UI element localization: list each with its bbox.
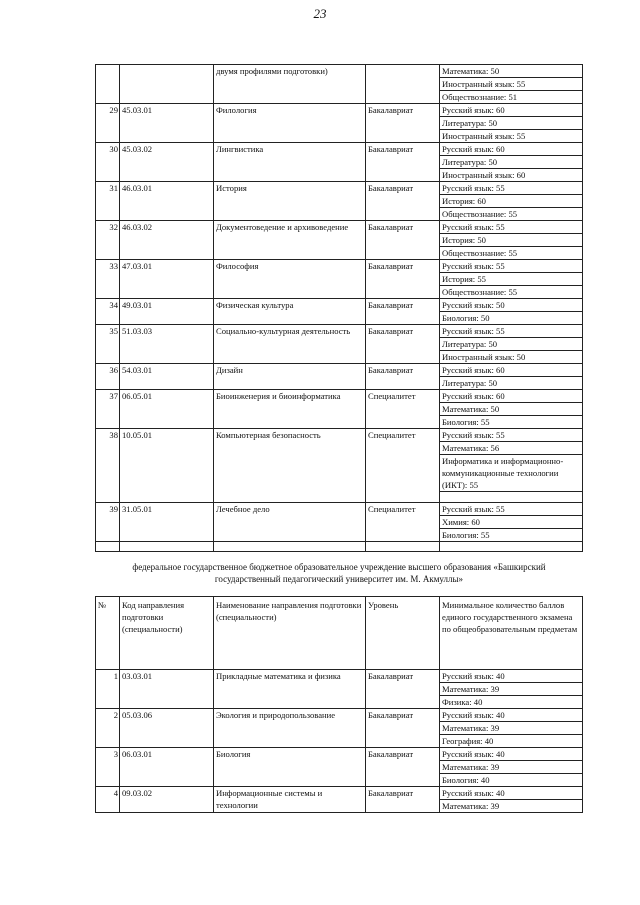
direction-name: Лечебное дело	[214, 503, 366, 542]
education-level: Бакалавриат	[366, 104, 440, 143]
document-sheet	[95, 64, 582, 813]
education-level: Бакалавриат	[366, 748, 440, 787]
table-row	[96, 104, 583, 117]
exam-score: Биология: 55	[440, 529, 583, 542]
row-number: 1	[96, 670, 120, 709]
table-row	[96, 503, 583, 516]
exam-score: История: 50	[440, 234, 583, 247]
exam-score: Русский язык: 60	[440, 364, 583, 377]
direction-code: 46.03.02	[120, 221, 214, 260]
direction-code: 09.03.02	[120, 787, 214, 813]
table-row	[96, 748, 583, 761]
row-number: 30	[96, 143, 120, 182]
organization-section	[96, 552, 583, 597]
direction-code: 10.05.01	[120, 429, 214, 503]
exam-score: Литература: 50	[440, 377, 583, 390]
row-number: 32	[96, 221, 120, 260]
exam-score: Математика: 50	[440, 403, 583, 416]
direction-code: 06.03.01	[120, 748, 214, 787]
table-row	[96, 143, 583, 156]
education-level: Бакалавриат	[366, 221, 440, 260]
table-row	[96, 670, 583, 683]
row-number: 37	[96, 390, 120, 429]
exam-score: Литература: 50	[440, 338, 583, 351]
exam-score: Русский язык: 40	[440, 709, 583, 722]
table-row	[96, 787, 583, 800]
table-row	[96, 709, 583, 722]
direction-name: Компьютерная безопасность	[214, 429, 366, 503]
direction-code: 49.03.01	[120, 299, 214, 325]
exam-score: Математика: 50	[440, 65, 583, 78]
education-level: Бакалавриат	[366, 325, 440, 364]
education-level: Специалитет	[366, 503, 440, 542]
exam-score: Химия: 60	[440, 516, 583, 529]
direction-code: 51.03.03	[120, 325, 214, 364]
table-row	[96, 260, 583, 273]
direction-name: Дизайн	[214, 364, 366, 390]
education-level: Бакалавриат	[366, 787, 440, 813]
direction-name: Социально-культурная деятельность	[214, 325, 366, 364]
exam-score: Обществознание: 51	[440, 91, 583, 104]
exam-score: Русский язык: 60	[440, 104, 583, 117]
exam-score: Иностранный язык: 50	[440, 351, 583, 364]
empty-cell	[440, 492, 583, 503]
direction-name: Документоведение и архивоведение	[214, 221, 366, 260]
exam-score: География: 40	[440, 735, 583, 748]
exam-score: Информатика и информационно-коммуникационные технологии (ИКТ): 55	[440, 455, 583, 492]
direction-name: Лингвистика	[214, 143, 366, 182]
exam-score: Русский язык: 40	[440, 748, 583, 761]
education-level: Бакалавриат	[366, 299, 440, 325]
education-level: Специалитет	[366, 429, 440, 503]
header-code: Код направления подготовки (специальности)	[120, 597, 214, 670]
exam-score: Русский язык: 55	[440, 260, 583, 273]
exam-score: Литература: 50	[440, 156, 583, 169]
row-number: 2	[96, 709, 120, 748]
header-num: №	[96, 597, 120, 670]
exam-score: Русский язык: 55	[440, 182, 583, 195]
exam-score: Обществознание: 55	[440, 247, 583, 260]
direction-code: 45.03.01	[120, 104, 214, 143]
exam-score: Иностранный язык: 60	[440, 169, 583, 182]
exam-score: Физика: 40	[440, 696, 583, 709]
table-row	[96, 299, 583, 312]
direction-name: Философия	[214, 260, 366, 299]
row-number: 31	[96, 182, 120, 221]
education-level: Специалитет	[366, 390, 440, 429]
row-number: 29	[96, 104, 120, 143]
row-number: 38	[96, 429, 120, 503]
direction-code: 54.03.01	[120, 364, 214, 390]
direction-name: Биология	[214, 748, 366, 787]
education-level: Бакалавриат	[366, 670, 440, 709]
direction-name: Физическая культура	[214, 299, 366, 325]
exam-score: Иностранный язык: 55	[440, 130, 583, 143]
exam-score: Русский язык: 55	[440, 429, 583, 442]
direction-code: 47.03.01	[120, 260, 214, 299]
direction-name: Экология и природопользование	[214, 709, 366, 748]
admission-table	[95, 64, 583, 813]
table-row	[96, 429, 583, 442]
direction-name: Информационные системы и технологии	[214, 787, 366, 813]
table-row	[96, 390, 583, 403]
row-number: 35	[96, 325, 120, 364]
exam-score: Литература: 50	[440, 117, 583, 130]
direction-name: Биоинженерия и биоинформатика	[214, 390, 366, 429]
row-number: 39	[96, 503, 120, 542]
table-row	[96, 221, 583, 234]
exam-score: Обществознание: 55	[440, 286, 583, 299]
row-number: 4	[96, 787, 120, 813]
exam-score: Иностранный язык: 55	[440, 78, 583, 91]
exam-score: Русский язык: 60	[440, 390, 583, 403]
exam-score: Биология: 40	[440, 774, 583, 787]
direction-code: 05.03.06	[120, 709, 214, 748]
row-number: 33	[96, 260, 120, 299]
row-number: 34	[96, 299, 120, 325]
table-row	[96, 364, 583, 377]
exam-score: Биология: 50	[440, 312, 583, 325]
direction-code: 31.05.01	[120, 503, 214, 542]
exam-score: Русский язык: 60	[440, 143, 583, 156]
exam-score: Обществознание: 55	[440, 208, 583, 221]
direction-code: 06.05.01	[120, 390, 214, 429]
direction-name: Прикладные математика и физика	[214, 670, 366, 709]
direction-name: История	[214, 182, 366, 221]
table2-body	[96, 670, 583, 813]
exam-score: Математика: 39	[440, 800, 583, 813]
exam-score: Русский язык: 40	[440, 670, 583, 683]
exam-score: Биология: 55	[440, 416, 583, 429]
exam-score: Русский язык: 55	[440, 221, 583, 234]
header-level: Уровень	[366, 597, 440, 670]
organization-title: федеральное государственное бюджетное образовательное учреждение высшего образования «Башкирский государственный педагогический университет им. М. Акмуллы»	[96, 552, 583, 597]
exam-score: Русский язык: 55	[440, 325, 583, 338]
table1-body	[96, 65, 583, 542]
direction-name: двумя профилями подготовки)	[214, 65, 366, 104]
table-row	[96, 182, 583, 195]
exam-score: Математика: 39	[440, 722, 583, 735]
row-number	[96, 65, 120, 104]
direction-code: 45.03.02	[120, 143, 214, 182]
education-level: Бакалавриат	[366, 143, 440, 182]
header-name: Наименование направления подготовки (специальности)	[214, 597, 366, 670]
exam-score: История: 55	[440, 273, 583, 286]
row-number: 3	[96, 748, 120, 787]
direction-code: 46.03.01	[120, 182, 214, 221]
direction-name: Филология	[214, 104, 366, 143]
education-level	[366, 65, 440, 104]
table-row	[96, 325, 583, 338]
exam-score: Русский язык: 50	[440, 299, 583, 312]
education-level: Бакалавриат	[366, 709, 440, 748]
exam-score: Русский язык: 40	[440, 787, 583, 800]
exam-score: Математика: 56	[440, 442, 583, 455]
table2-header	[96, 597, 583, 670]
exam-score: Математика: 39	[440, 761, 583, 774]
row-number: 36	[96, 364, 120, 390]
direction-code	[120, 65, 214, 104]
education-level: Бакалавриат	[366, 364, 440, 390]
exam-score: История: 60	[440, 195, 583, 208]
page-number: 23	[313, 6, 327, 21]
direction-code: 03.03.01	[120, 670, 214, 709]
table-row	[96, 65, 583, 78]
education-level: Бакалавриат	[366, 260, 440, 299]
exam-score: Русский язык: 55	[440, 503, 583, 516]
exam-score: Математика: 39	[440, 683, 583, 696]
header-score: Минимальное количество баллов единого государственного экзамена по общеобразовательным предметам	[440, 597, 583, 670]
education-level: Бакалавриат	[366, 182, 440, 221]
table-gap	[96, 542, 583, 552]
